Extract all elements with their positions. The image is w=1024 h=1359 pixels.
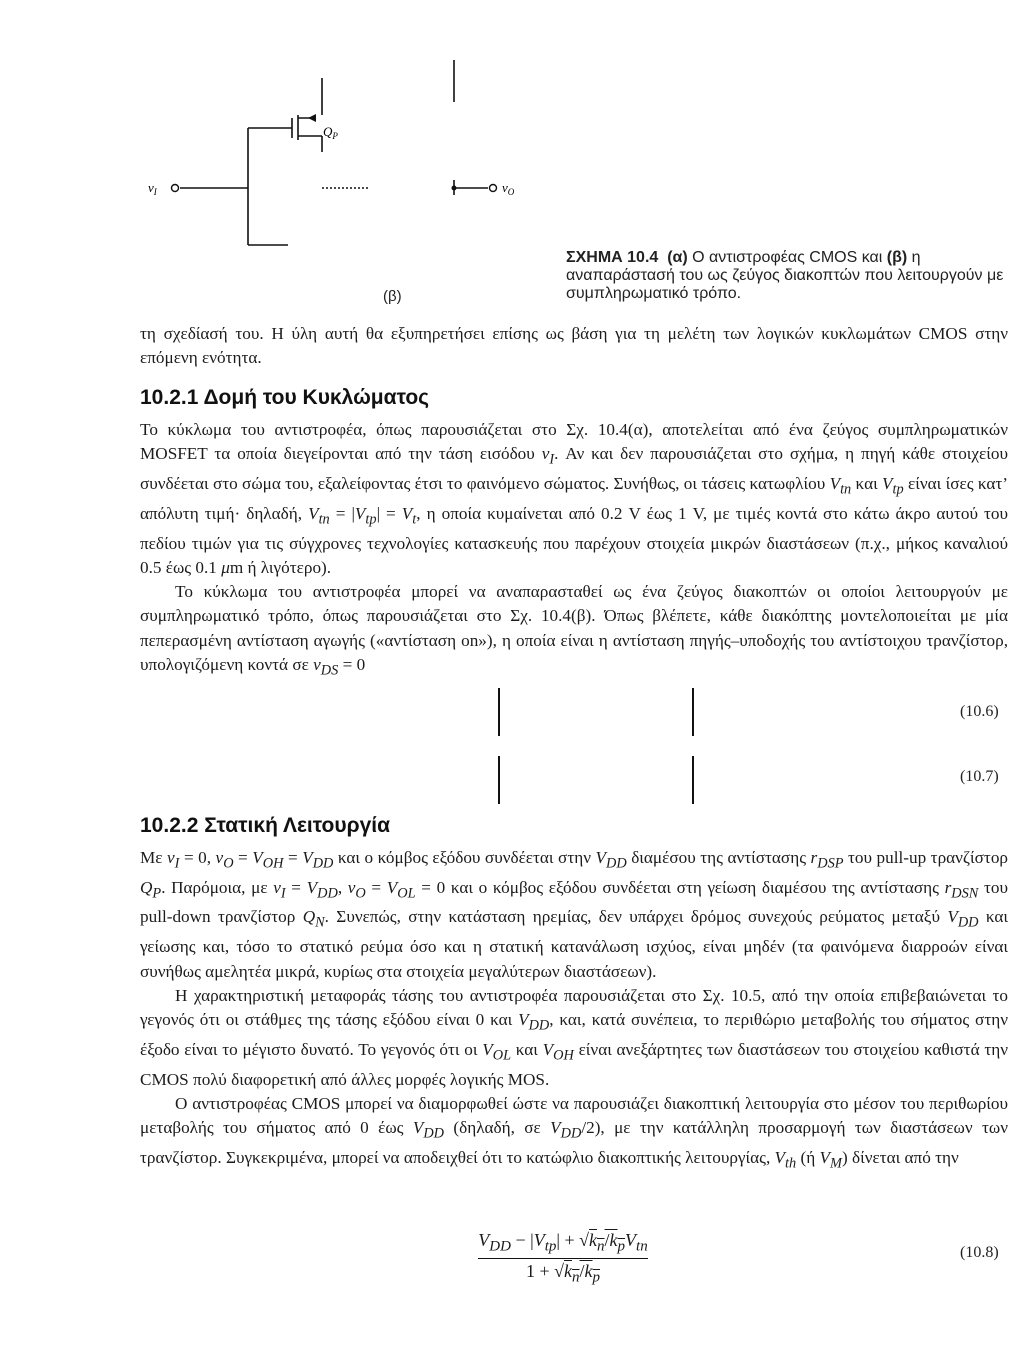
section-heading: 10.2.2 Στατική Λειτουργία [140, 814, 391, 837]
arrow-icon [308, 114, 316, 122]
section-2-body: Με $v_I = 0$, $v_O = V_{OH} = V_{DD}$ και ο κόμβος εξόδου συνδέεται στην $V_{DD}$ διαμέσου της αντίστασης $r_{DSP}$ του pull-up τρανζίστορ $Q_P$. Παρόμοια, με $v_I = V_{DD}$, $v_O = V_{OL} = 0$ και ο κόμβος εξόδου συνδέεται στη γείωση διαμέσου της αντίστασης $r_{DSN}$ του pull-down τρανζίστορ $Q_N$. Συνεπώς, στην κατάσταση ηρεμίας, δεν υπάρχει δρόμος συνεχούς ρεύματος μεταξύ $V_{DD}$ και γείωσης και, τόσο το στατικό ρεύμα όσο και η στατική κατανάλωση ισχύος, είναι μηδέν (τα φαινόμενα διαρροών είναι συνήθως αμελητέα μικρά, κυρίως στα στοιχεία μεγαλύτερων διαστάσεων). Η χαρακτηριστική μεταφοράς τάσης του αντιστροφέα παρουσιάζεται στο Σχ. 10.5, από την οποία επιβεβαιώνεται το γεγονός ότι οι στάθμες της τάσης εξόδου είναι 0 και $V_{DD}$, και, κατά συνέπεια, το περιθώριο μεταβολής του σήματος στην έξοδο είναι το μέγιστο δυνατό. Το γεγονός ότι οι $V_{OL}$ και $V_{OH}$ είναι ανεξάρτητες των διαστάσεων του στοιχείου καθιστά την CMOS πολύ διαφορετική από άλλες μορφές λογικής MOS. Ο αντιστροφέας CMOS μπορεί να διαμορφωθεί ώστε να παρουσιάζει διακοπτική λειτουργία στο μέσον του περιθωρίου μεταβολής του σήματος από 0 έως $V_{DD}$ (δηλαδή, σε $V_{DD}/2$), με την κατάλληλη προσαρμογή των διαστάσεων των τρανζίστορ. Συγκεκριμένα, μπορεί να αποδειχθεί ότι το κατώφλιο διακοπτικής λειτουργίας, $V_{th}$ (ή $V_M$) δίνεται από την [140, 848, 1009, 1172]
caption-number: ΣΧΗΜΑ 10.4 [566, 249, 659, 266]
caption-alpha: (α) [667, 249, 688, 266]
vo-label: $v_O$ [502, 180, 515, 197]
equation-number: (10.7) [960, 768, 999, 785]
section-1-body: Το κύκλωμα του αντιστροφέα, όπως παρουσιάζεται στο Σχ. 10.4(α), αποτελείται από ένα ζεύγος συμπληρωματικών MOSFET τα οποία διεγείρονται από την τάση εισόδου $v_I$. Αν και δεν παρουσιάζεται στο σχήμα, η πηγή κάθε στοιχείου συνδέεται στο σώμα του, εξαλείφοντας έτσι το φαινόμενο σώματος. Συνήθως, οι τάσεις κατωφλίου $V_{tn}$ και $V_{tp}$ είναι ίσες κατ’ απόλυτη τιμή· δηλαδή, $V_{tn} = |V_{tp}| = V_t$, η οποία κυμαίνεται από 0.2 V έως 1 V, με τιμές κοντά στο κάτω άκρο αυτού του πεδίου τιμών για τις σύγχρονες τεχνολογίες κατασκευής που παρέχουν στοιχεία μικρών διαστάσεων (π.χ., μήκος καναλιού 0.5 έως 0.1 μm ή λιγότερο). Το κύκλωμα του αντιστροφέα μπορεί να αναπαρασταθεί ως ένα ζεύγος διακοπτών οι οποίοι λειτουργούν με συμπληρωματικό τρόπο, όπως παρουσιάζεται στο Σχ. 10.4(β). Όπως βλέπετε, κάθε διακόπτης μοντελοποιείται με μία πεπερασμένη αντίσταση αγωγής («αντίσταση on»), η οποία είναι η αντίσταση πηγής–υποδοχής του αντίστοιχου τρανζίστορ, υπολογιζόμενη κοντά σε $v_{DS} = 0$ [140, 420, 1008, 679]
section-heading: 10.2.1 Δομή του Κυκλώματος [140, 386, 430, 409]
figure-part-label: (β) [383, 288, 402, 305]
threshold-formula: $V_{DD} - |V_{tp}| + √k_n/k_pV_{tn}$ $1 + √k_n/k_p$ [478, 1230, 648, 1286]
inverter-switch-diagram [140, 40, 540, 260]
equation-number: (10.8) [960, 1244, 999, 1261]
equation-number: (10.6) [960, 703, 999, 720]
qp-label: $Q_P$ [323, 124, 338, 141]
figure-caption: ΣΧΗΜΑ 10.4 (α) Ο αντιστροφέας CMOS και (β) η αναπαράστασή του ως ζεύγος διακοπτών που λειτουργούν με συμπληρωματικό τρόπο. [566, 249, 1004, 302]
caption-beta: (β) [886, 249, 908, 266]
intro-paragraph: τη σχεδίασή του. Η ύλη αυτή θα εξυπηρετήσει επίσης ως βάση για τη μελέτη των λογικών κυκλωμάτων CMOS στην επόμενη ενότητα. [140, 324, 1008, 368]
vi-label: $v_I$ [148, 180, 157, 197]
